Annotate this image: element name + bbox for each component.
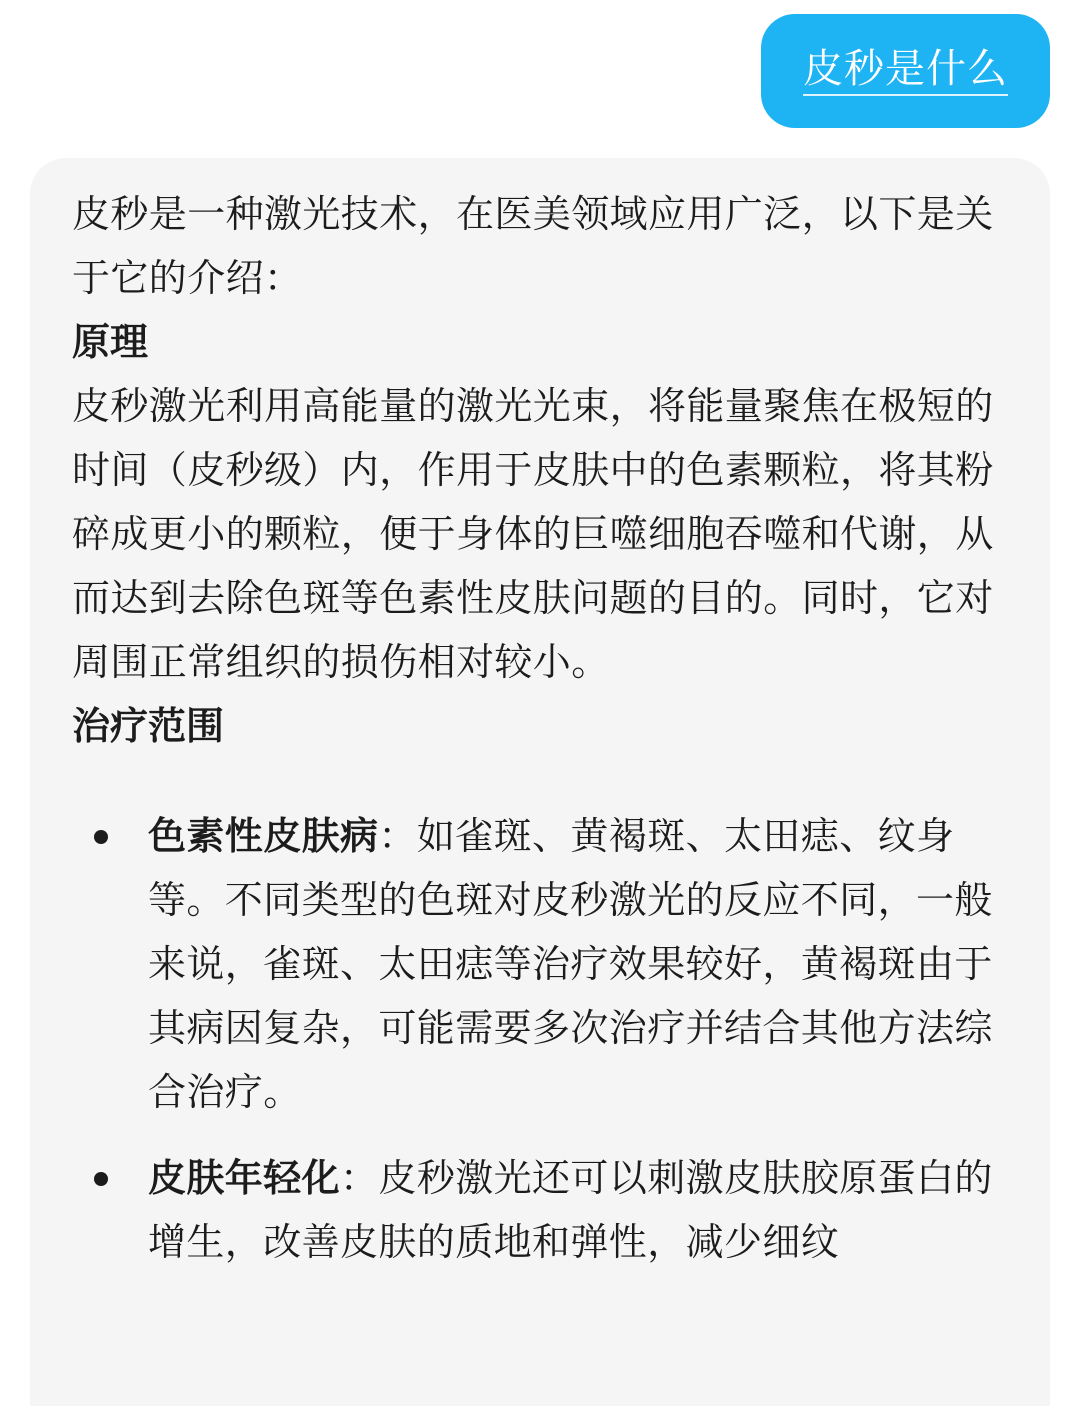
scope-list xyxy=(72,804,1002,1274)
bullet-icon xyxy=(94,830,108,844)
section-heading-principle: 原理 xyxy=(72,320,149,364)
list-item xyxy=(72,804,1002,1124)
user-message-bubble[interactable] xyxy=(761,14,1050,128)
list-item-term: 皮肤年轻化 xyxy=(148,1156,341,1200)
list-item-text: 如雀斑、黄褐斑、太田痣、纹身等。不同类型的色斑对皮秒激光的反应不同，一般来说，雀斑、太田痣等治疗效果较好，黄褐斑由于其病因复杂，可能需要多次治疗并结合其他方法综合治疗。 xyxy=(148,814,993,1114)
list-item-text: 皮秒激光还可以刺激皮肤胶原蛋白的增生，改善皮肤的质地和弹性，减少细纹 xyxy=(148,1156,993,1264)
list-item-term: 色素性皮肤病 xyxy=(148,814,379,858)
answer-intro: 皮秒是一种激光技术，在医美领域应用广泛，以下是关于它的介绍： xyxy=(72,192,994,300)
bullet-icon xyxy=(94,1172,108,1186)
section-text-principle: 皮秒激光利用高能量的激光光束，将能量聚焦在极短的时间（皮秒级）内，作用于皮肤中的色素颗粒，将其粉碎成更小的颗粒，便于身体的巨噬细胞吞噬和代谢，从而达到去除色斑等色素性皮肤问题的目的。同时，它对周围正常组织的损伤相对较小。 xyxy=(72,384,994,684)
user-message-text[interactable]: 皮秒是什么 xyxy=(803,46,1008,96)
list-item xyxy=(72,1146,1002,1274)
assistant-answer-card xyxy=(30,158,1050,1406)
section-heading-scope: 治疗范围 xyxy=(72,704,225,748)
list-item-separator: ： xyxy=(340,1156,379,1200)
list-item-separator: ： xyxy=(378,814,417,858)
